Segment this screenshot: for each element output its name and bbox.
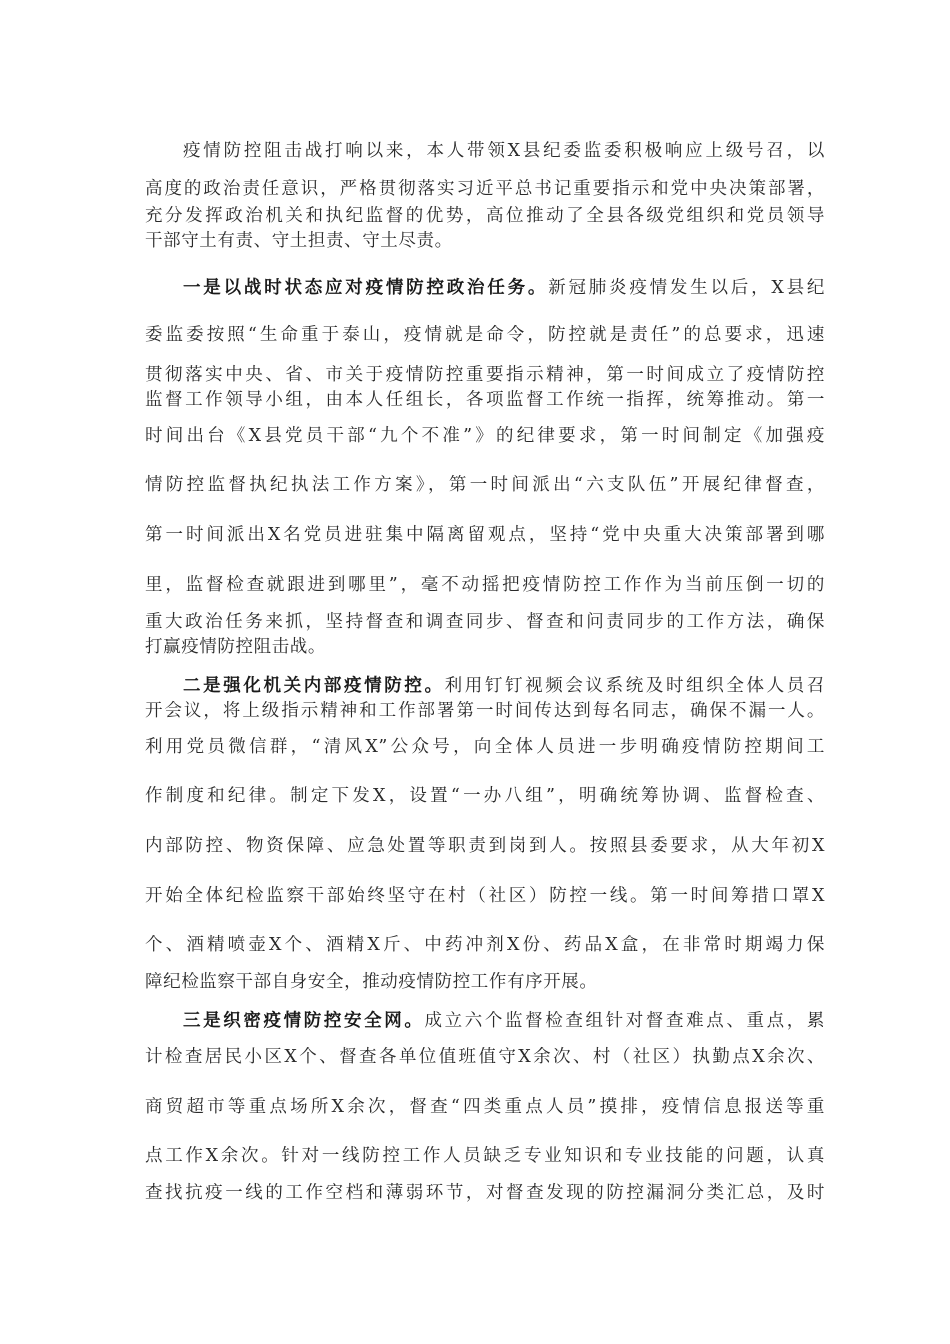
paragraph-3-line-8: 障纪检监察干部自身安全，推动疫情防控工作有序开展。 xyxy=(145,972,598,992)
paragraph-2-line-1 xyxy=(183,276,825,300)
paragraph-3-heading: 二是强化机关内部疫情防控。 xyxy=(183,676,445,696)
paragraph-4-line-4: 点工作X余次。针对一线防控工作人员缺乏专业知识和专业技能的问题，认真 xyxy=(145,1146,825,1166)
paragraph-2-line-8: 里，监督检查就跟进到哪里”，毫不动摇把疫情防控工作作为当前压倒一切的 xyxy=(145,575,825,595)
paragraph-2-line-4: 监督工作领导小组，由本人任组长，各项监督工作统一指挥，统筹推动。第一 xyxy=(145,390,825,410)
paragraph-3-line-2: 开会议，将上级指示精神和工作部署第一时间传达到每名同志，确保不漏一人。 xyxy=(145,701,825,721)
paragraph-1-line-4: 干部守土有责、守土担责、守土尽责。 xyxy=(145,231,453,251)
paragraph-2-line-2: 委监委按照“生命重于泰山，疫情就是命令，防控就是责任”的总要求，迅速 xyxy=(145,325,825,345)
paragraph-4-heading: 三是织密疫情防控安全网。 xyxy=(183,1011,425,1031)
paragraph-2-heading: 一是以战时状态应对疫情防控政治任务。 xyxy=(183,278,549,298)
paragraph-2-line-9: 重大政治任务来抓，坚持督查和调查同步、督查和问责同步的工作方法，确保 xyxy=(145,612,825,632)
paragraph-2-line-1-text: 新冠肺炎疫情发生以后，X县纪 xyxy=(548,278,825,298)
paragraph-3-line-7: 个、酒精喷壶X个、酒精X斤、中药冲剂X份、药品X盒，在非常时期竭力保 xyxy=(145,935,825,955)
paragraph-2-line-6: 情防控监督执纪执法工作方案》，第一时间派出“六支队伍”开展纪律督查， xyxy=(145,475,825,495)
paragraph-3-line-1-text: 利用钉钉视频会议系统及时组织全体人员召 xyxy=(444,676,825,696)
paragraph-4-line-1 xyxy=(183,1009,825,1033)
paragraph-4-line-5: 查找抗疫一线的工作空档和薄弱环节，对督查发现的防控漏洞分类汇总，及时 xyxy=(145,1183,825,1203)
paragraph-2-line-3: 贯彻落实中央、省、市关于疫情防控重要指示精神，第一时间成立了疫情防控 xyxy=(145,365,825,385)
paragraph-4-line-3: 商贸超市等重点场所X余次，督查“四类重点人员”摸排，疫情信息报送等重 xyxy=(145,1097,825,1117)
paragraph-2-line-5: 时间出台《X县党员干部“九个不准”》的纪律要求，第一时间制定《加强疫 xyxy=(145,426,825,446)
paragraph-1-line-2: 高度的政治责任意识，严格贯彻落实习近平总书记重要指示和党中央决策部署， xyxy=(145,179,825,199)
paragraph-3-line-1 xyxy=(183,674,825,698)
paragraph-3-line-4: 作制度和纪律。制定下发X，设置“一办八组”，明确统筹协调、监督检查、 xyxy=(145,786,825,806)
paragraph-3-line-5: 内部防控、物资保障、应急处置等职责到岗到人。按照县委要求，从大年初X xyxy=(145,836,825,856)
paragraph-3-line-3: 利用党员微信群，“清风X”公众号，向全体人员进一步明确疫情防控期间工 xyxy=(145,737,825,757)
paragraph-4-line-1-text: 成立六个监督检查组针对督查难点、重点，累 xyxy=(424,1011,826,1031)
paragraph-4-line-2: 计检查居民小区X个、督查各单位值班值守X余次、村（社区）执勤点X余次、 xyxy=(145,1047,825,1067)
paragraph-3-line-6: 开始全体纪检监察干部始终坚守在村（社区）防控一线。第一时间筹措口罩X xyxy=(145,886,825,906)
paragraph-1-line-3: 充分发挥政治机关和执纪监督的优势，高位推动了全县各级党组织和党员领导 xyxy=(145,206,825,226)
paragraph-2-line-10: 打赢疫情防控阻击战。 xyxy=(145,637,326,657)
paragraph-2-line-7: 第一时间派出X名党员进驻集中隔离留观点，坚持“党中央重大决策部署到哪 xyxy=(145,525,825,545)
paragraph-1-line-1: 疫情防控阻击战打响以来，本人带领X县纪委监委积极响应上级号召，以 xyxy=(183,141,825,161)
